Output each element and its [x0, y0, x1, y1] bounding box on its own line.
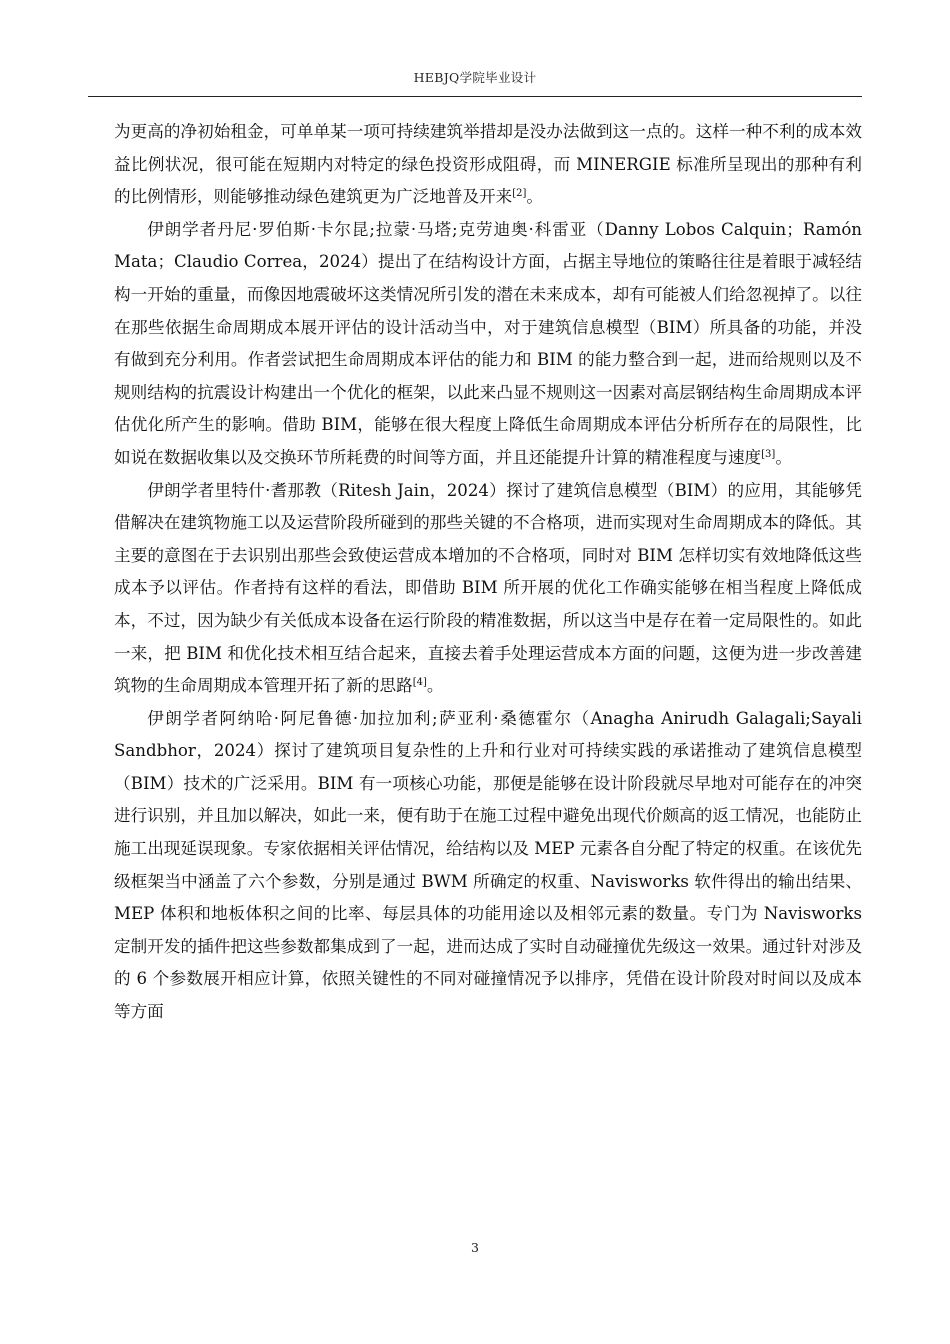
paragraph: [114, 475, 862, 703]
paragraph-tail: 。: [526, 187, 544, 207]
paragraph-text: 伊朗学者阿纳哈·阿尼鲁德·加拉加利;萨亚利·桑德霍尔（Anagha Anirudh Galagali;Sayali Sandbhor，2024）探讨了建筑项目复杂性的上升和行业对可持续实践的承诺推动了建筑信息模型（BIM）技术的广泛采用。BIM 有一项核心功能，那便是能够在设计阶段就尽早地对可能存在的冲突进行识别，并且加以解决，如此一来，便有助于在施工过程中避免出现代价颇高的返工情况，也能防止施工出现延误现象。专家依据相关评估情况，给结构以及 MEP 元素各自分配了特定的权重。在该优先级框架当中涵盖了六个参数，分别是通过 BWM 所确定的权重、Navisworks 软件得出的输出结果、MEP 体积和地板体积之间的比率、每层具体的功能用途以及相邻元素的数量。专门为 Navisworks 定制开发的插件把这些参数都集成到了一起，进而达成了实时自动碰撞优先级这一效果。通过针对涉及的 6 个参数展开相应计算，依照关键性的不同对碰撞情况予以排序，凭借在设计阶段对时间以及成本等方面: [114, 708, 862, 1022]
paragraph-text: 为更高的净初始租金，可单单某一项可持续建筑举措却是没办法做到这一点的。这样一种不利的成本效益比例状况，很可能在短期内对特定的绿色投资形成阻碍，而 MINERGIE 标准所呈现出的那种有利的比例情形，则能够推动绿色建筑更为广泛地普及开来: [114, 122, 862, 207]
paragraph-text: 伊朗学者丹尼·罗伯斯·卡尔昆;拉蒙·马塔;克劳迪奥·科雷亚（Danny Lobos Calquin；Ramón Mata；Claudio Correa，2024）提出了在结构设计方面，占据主导地位的策略往往是着眼于减轻结构一开始的重量，而像因地震破坏这类情况所引发的潜在未来成本，却有可能被人们给忽视掉了。以往在那些依据生命周期成本展开评估的设计活动当中，对于建筑信息模型（BIM）所具备的功能，并没有做到充分利用。作者尝试把生命周期成本评估的能力和 BIM 的能力整合到一起，进而给规则以及不规则结构的抗震设计构建出一个优化的框架，以此来凸显不规则这一因素对高层钢结构生命周期成本评估优化所产生的影响。借助 BIM，能够在很大程度上降低生命周期成本评估分析所存在的局限性，比如说在数据收集以及交换环节所耗费的时间等方面，并且还能提升计算的精准程度与速度: [114, 219, 862, 467]
paragraph: [114, 214, 862, 475]
paragraph-tail: 。: [775, 447, 792, 467]
paragraph-tail: 。: [426, 676, 444, 696]
page-number: 3: [471, 1240, 479, 1255]
citation-ref: [4]: [412, 677, 427, 689]
header-divider: [88, 96, 862, 97]
citation-ref: [3]: [761, 448, 776, 460]
paragraph: [114, 703, 862, 1029]
body-text: [114, 116, 862, 1029]
paragraph-text: 伊朗学者里特什·耆那教（Ritesh Jain，2024）探讨了建筑信息模型（BIM）的应用，其能够凭借解决在建筑物施工以及运营阶段所碰到的那些关键的不合格项，进而实现对生命周期成本的降低。其主要的意图在于去识别出那些会致使运营成本增加的不合格项，同时对 BIM 怎样切实有效地降低这些成本予以评估。作者持有这样的看法，即借助 BIM 所开展的优化工作确实能够在相当程度上降低成本，不过，因为缺少有关低成本设备在运行阶段的精准数据，所以这当中是存在着一定局限性的。如此一来，把 BIM 和优化技术相互结合起来，直接去着手处理运营成本方面的问题，这便为进一步改善建筑物的生命周期成本管理开拓了新的思路: [114, 480, 862, 696]
citation-ref: [2]: [512, 188, 527, 200]
paragraph-continuation: [114, 116, 862, 214]
running-header: HEBJQ学院毕业设计: [413, 70, 537, 85]
